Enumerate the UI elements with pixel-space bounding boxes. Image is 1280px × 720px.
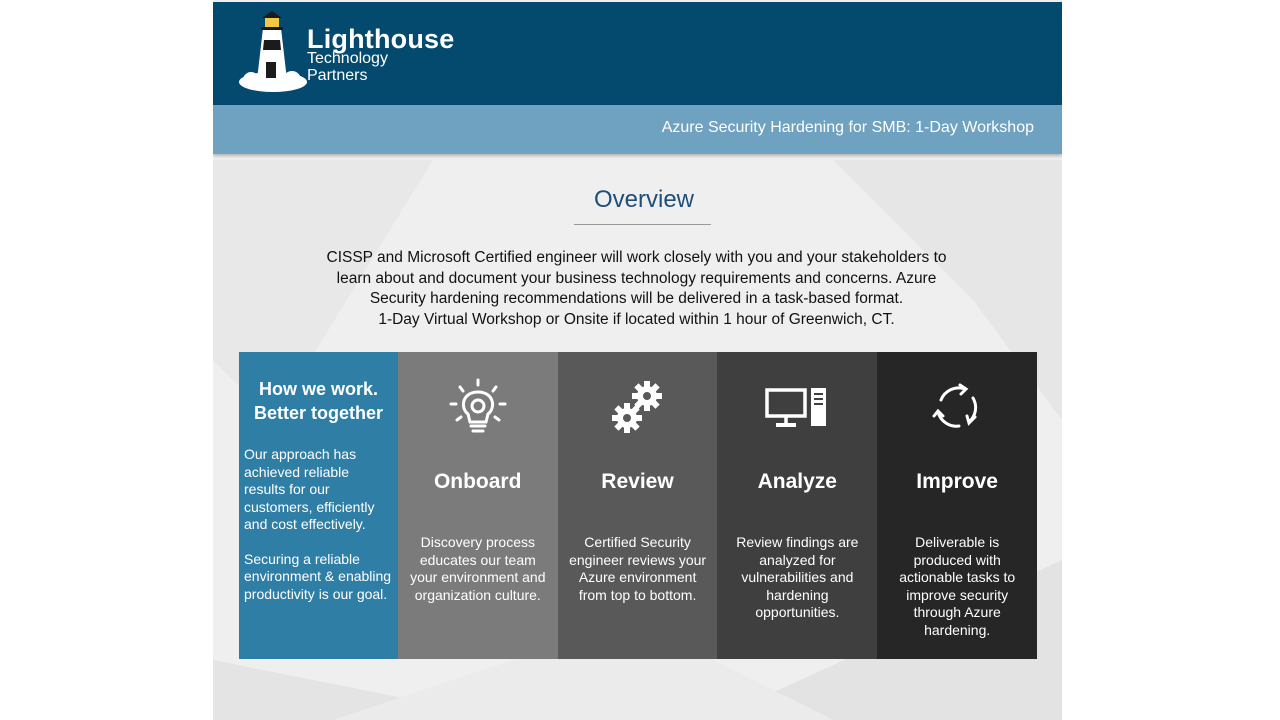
step-description: Review findings are analyzed for vulnerabilities and hardening opportunities. (736, 534, 859, 620)
lightbulb-icon (398, 376, 558, 440)
step-title: Improve (916, 470, 998, 493)
overview-paragraph (283, 248, 990, 330)
brand-subtitle (307, 50, 388, 84)
step-title: Analyze (757, 470, 837, 493)
step-description: Certified Security engineer reviews your Azure environment from top to bottom. (569, 534, 707, 603)
step-card-review (558, 352, 718, 659)
refresh-cycle-icon (877, 376, 1037, 440)
overview-line: CISSP and Microsoft Certified engineer will work closely with you and your stakeholders to (326, 249, 947, 266)
step-card-onboard (398, 352, 558, 659)
brand-subtitle-line2: Partners (307, 67, 368, 84)
intro-paragraph: Securing a reliable environment & enabling productivity is our goal. (244, 550, 392, 602)
lighthouse-icon (237, 10, 307, 100)
gears-icon (558, 376, 718, 440)
title-band (213, 105, 1062, 154)
step-card-improve (877, 352, 1037, 659)
intro-card (239, 352, 398, 659)
step-description: Discovery process educates our team your environment and organization culture. (410, 534, 546, 603)
brand-subtitle-line1: Technology (307, 50, 388, 67)
intro-title (239, 377, 398, 425)
computer-icon (717, 376, 877, 440)
overview-line: Security hardening recommendations will be delivered in a task-based format. (369, 290, 904, 307)
intro-body (244, 446, 394, 620)
header-bar (213, 2, 1062, 105)
overview-line: learn about and document your business technology requirements and concerns. Azure (336, 269, 937, 287)
step-title: Onboard (433, 470, 522, 493)
overview-divider (574, 224, 711, 225)
company-logo (237, 10, 477, 100)
workshop-title: Azure Security Hardening for SMB: 1-Day Workshop (661, 119, 1034, 136)
process-cards (239, 352, 1037, 659)
slide-page (213, 0, 1062, 720)
step-title: Review (601, 470, 674, 493)
overview-line: 1-Day Virtual Workshop or Onsite if located within 1 hour of Greenwich, CT. (378, 310, 895, 328)
step-card-analyze (717, 352, 877, 659)
intro-paragraph: Our approach has achieved reliable results for our customers, efficiently and cost effectively. (244, 446, 375, 532)
overview-heading: Overview (593, 186, 695, 213)
brand-name: Lighthouse (307, 24, 455, 54)
intro-title-line2: Better together (253, 403, 383, 423)
intro-title-line1: How we work. (258, 379, 379, 399)
step-description: Deliverable is produced with actionable tasks to improve security through Azure hardening. (899, 534, 1016, 638)
